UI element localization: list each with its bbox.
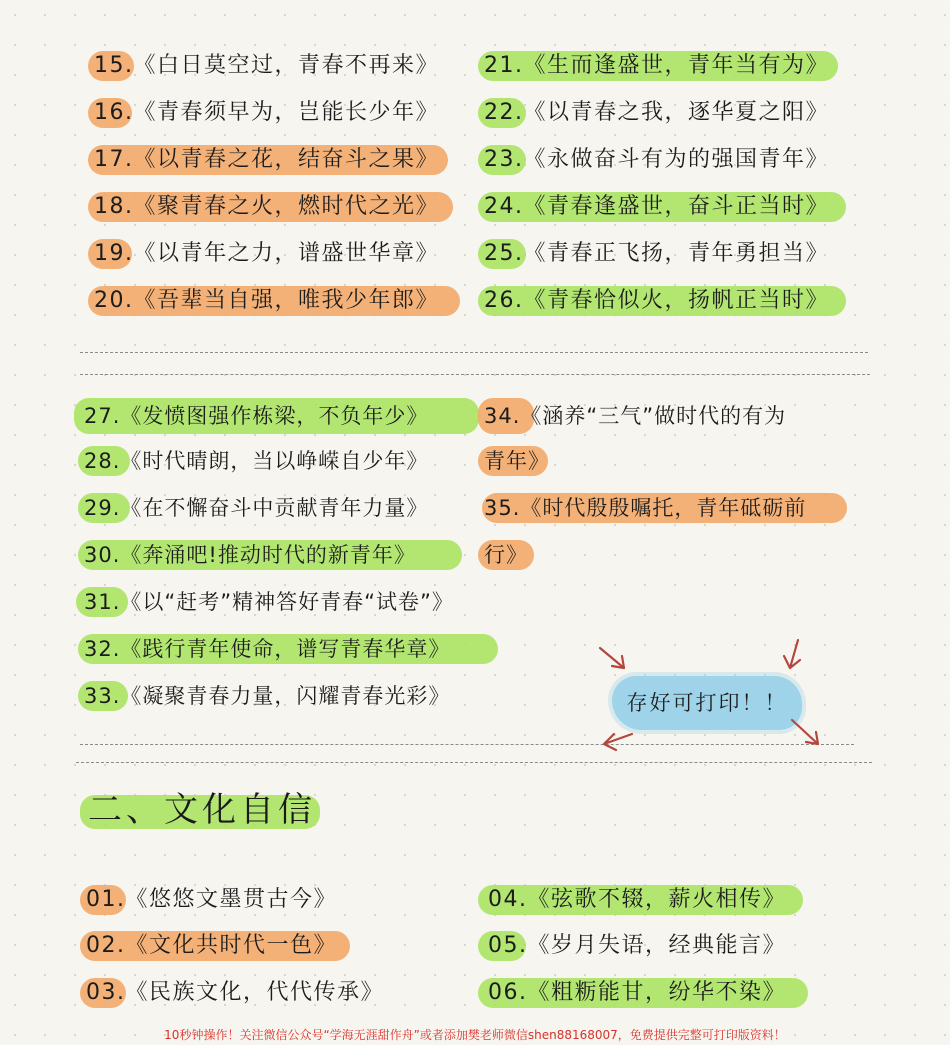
list-item: 02.《文化共时代一色》 — [86, 933, 337, 958]
list-item: 23.《永做奋斗有为的强国青年》 — [484, 147, 829, 172]
arrow-icon — [598, 726, 638, 756]
list-item: 34.《涵养“三气”做时代的有为 — [484, 404, 787, 428]
list-item: 19.《以青年之力，谱盛世华章》 — [94, 241, 439, 266]
list-item: 24.《青春逢盛世，奋斗正当时》 — [484, 194, 829, 219]
list-item: 18.《聚青春之火，燃时代之光》 — [94, 194, 439, 219]
list-item: 27.《发愤图强作栋梁，不负年少》 — [84, 404, 429, 428]
list-item: 32.《践行青年使命，谱写青春华章》 — [84, 637, 451, 661]
list-item: 03.《民族文化，代代传承》 — [86, 980, 384, 1005]
footer-notice: 10秒钟操作！关注微信公众号“学海无涯甜作舟”或者添加樊老师微信shen88168007，免费提供完整可打印版资料！ — [164, 1028, 786, 1042]
section-title: 二、文化自信 — [88, 790, 316, 830]
list-item: 30.《奔涌吧!推动时代的新青年》 — [84, 543, 416, 567]
list-item: 15.《白日莫空过，青春不再来》 — [94, 53, 439, 78]
list-item: 04.《弦歌不辍，薪火相传》 — [488, 887, 786, 912]
list-item: 青年》 — [484, 449, 550, 473]
list-item: 22.《以青春之我，逐华夏之阳》 — [484, 100, 829, 125]
print-note-stamp: 存好可打印！！ — [612, 676, 802, 730]
list-item: 17.《以青春之花，结奋斗之果》 — [94, 147, 439, 172]
arrow-icon — [776, 636, 810, 676]
list-item: 行》 — [484, 543, 528, 567]
list-item: 33.《凝聚青春力量，闪耀青春光彩》 — [84, 684, 451, 708]
divider — [80, 374, 870, 375]
list-item: 01.《悠悠文墨贯古今》 — [86, 887, 337, 912]
list-item: 25.《青春正飞扬，青年勇担当》 — [484, 241, 829, 266]
list-item: 21.《生而逢盛世，青年当有为》 — [484, 53, 829, 78]
list-item: 29.《在不懈奋斗中贡献青年力量》 — [84, 496, 429, 520]
divider — [80, 744, 854, 745]
divider — [76, 762, 872, 763]
list-item: 28.《时代晴朗，当以峥嵘自少年》 — [84, 449, 429, 473]
list-item: 16.《青春须早为，岂能长少年》 — [94, 100, 439, 125]
list-item: 31.《以“赶考”精神答好青春“试卷”》 — [84, 590, 454, 614]
list-item: 05.《岁月失语，经典能言》 — [488, 933, 786, 958]
arrow-icon — [596, 644, 636, 678]
list-item: 26.《青春恰似火，扬帆正当时》 — [484, 288, 829, 313]
arrow-icon — [788, 716, 824, 750]
list-item: 06.《粗粝能甘，纷华不染》 — [488, 980, 786, 1005]
divider — [80, 352, 868, 353]
list-item: 20.《吾辈当自强，唯我少年郎》 — [94, 288, 439, 313]
list-item: 35.《时代殷殷嘱托，青年砥砺前 — [484, 496, 807, 520]
